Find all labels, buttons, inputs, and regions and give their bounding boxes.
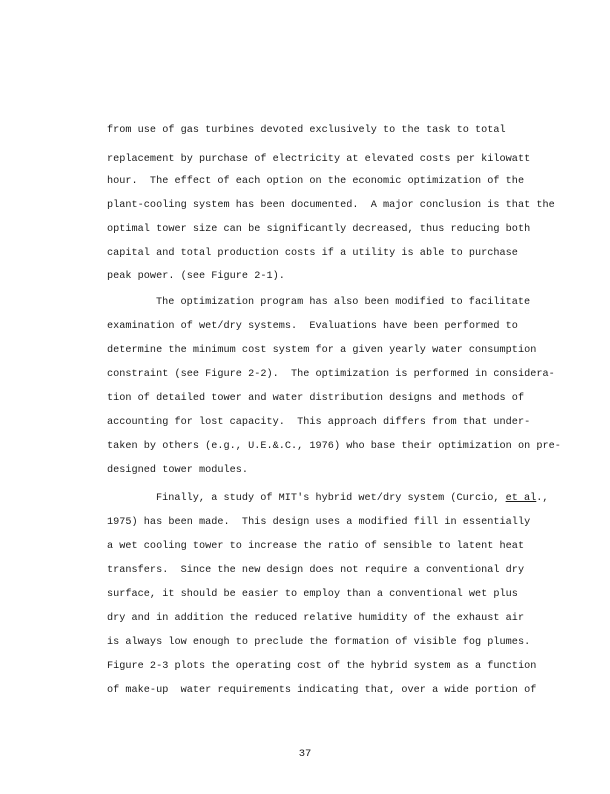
text-line: peak power. (see Figure 2-1). [107,271,285,282]
text-line: accounting for lost capacity. This approach differs from that under- [107,417,531,428]
text-line: surface, it should be easier to employ than a conventional wet plus [107,589,518,600]
text-line: determine the minimum cost system for a given yearly water consumption [107,345,537,356]
text-line: from use of gas turbines devoted exclusively to the task to total [107,125,506,136]
text-line: 1975) has been made. This design uses a modified fill in essentially [107,517,531,528]
text-line: tion of detailed tower and water distribution designs and methods of [107,393,525,404]
text-line: capital and total production costs if a utility is able to purchase [107,248,518,259]
text-line: replacement by purchase of electricity at elevated costs per kilowatt [107,154,531,165]
text-line: constraint (see Figure 2-2). The optimization is performed in considera- [107,369,555,380]
paragraph-first-line [156,492,549,506]
text-line: dry and in addition the reduced relative humidity of the exhaust air [107,613,525,624]
text-line: is always low enough to preclude the formation of visible fog plumes. [107,637,531,648]
text-line: taken by others (e.g., U.E.&.C., 1976) who base their optimization on pre- [107,441,561,452]
text-segment: Finally, a study of MIT's hybrid wet/dry system (Curcio, [156,493,506,504]
page-number: 37 [298,748,312,760]
text-line: examination of wet/dry systems. Evaluations have been performed to [107,321,518,332]
text-line: hour. The effect of each option on the economic optimization of the [107,176,525,187]
text-line: designed tower modules. [107,465,249,476]
text-line: transfers. Since the new design does not require a conventional dry [107,565,525,576]
text-line: optimal tower size can be significantly decreased, thus reducing both [107,224,531,235]
text-line: a wet cooling tower to increase the ratio of sensible to latent heat [107,541,525,552]
text-segment: ., [536,493,549,504]
underlined-et-al: et al [505,493,537,504]
text-line: of make-up water requirements indicating that, over a wide portion of [107,685,537,696]
text-line: Figure 2-3 plots the operating cost of the hybrid system as a function [107,661,537,672]
paragraph-first-line: The optimization program has also been modified to facilitate [156,297,531,308]
text-line: plant-cooling system has been documented. A major conclusion is that the [107,200,555,211]
